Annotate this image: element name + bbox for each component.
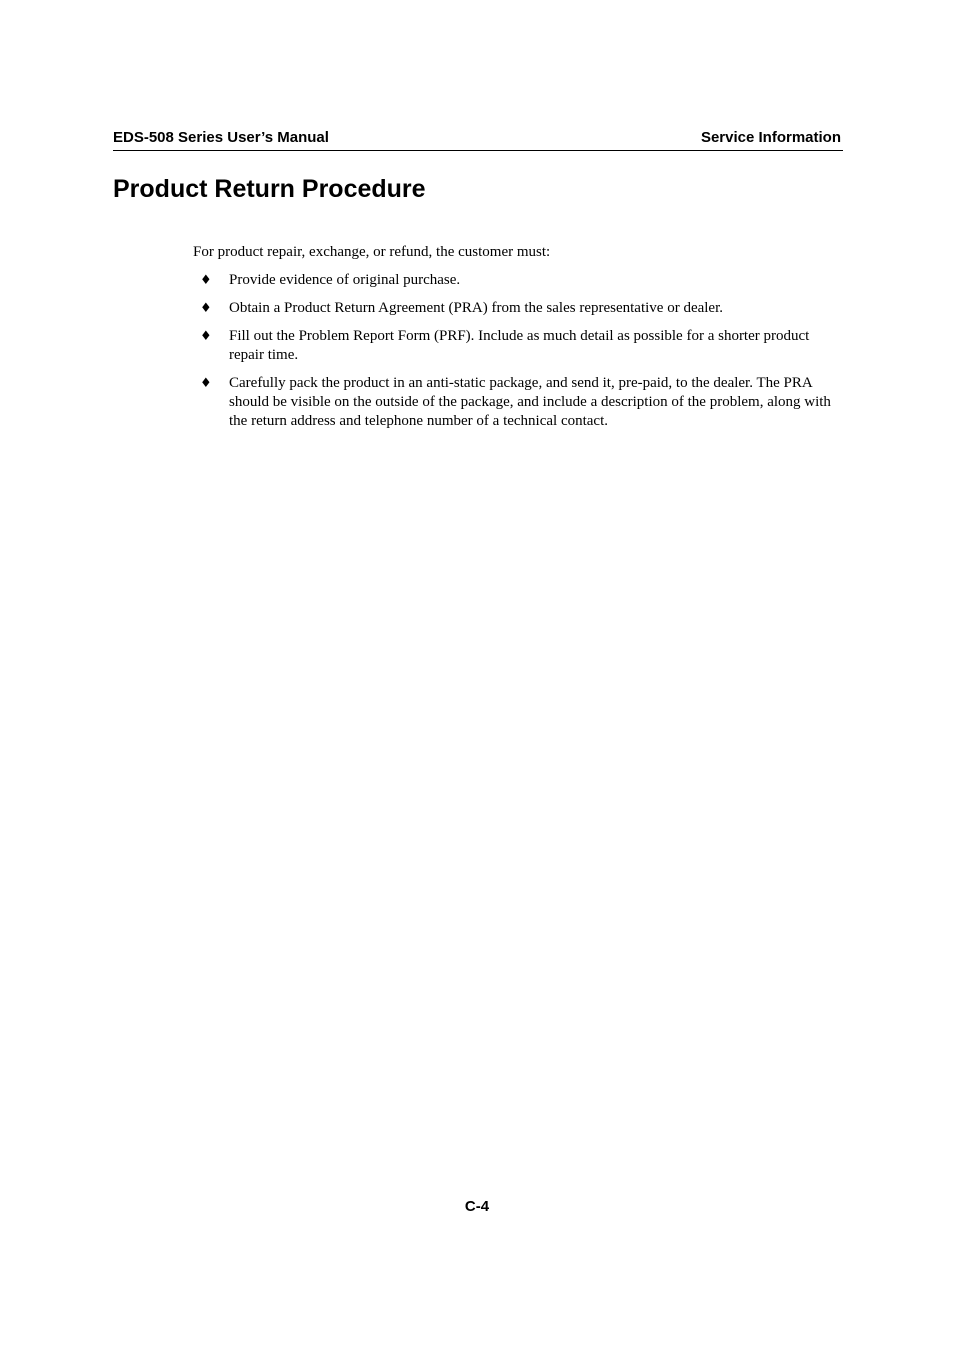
list-item [200,271,845,290]
diamond-bullet-icon: ♦ [200,376,212,391]
page-title: Product Return Procedure [113,175,426,203]
list-item [200,299,845,318]
list-item-text: Obtain a Product Return Agreement (PRA) from the sales representative or dealer. [229,300,724,316]
requirements-list [200,271,845,440]
diamond-bullet-icon: ♦ [200,329,212,344]
diamond-bullet-icon: ♦ [200,273,212,288]
list-item [200,327,845,365]
manual-title: EDS-508 Series User’s Manual [113,129,329,146]
diamond-bullet-icon: ♦ [200,301,212,316]
page-header [113,129,843,151]
section-title: Service Information [700,129,841,146]
list-item [200,374,845,431]
list-item-text: Carefully pack the product in an anti-static package, and send it, pre-paid, to the dealer. The PRA should be visible on the outside of the package, and include a description of the problem, along with the return address and telephone number of a technical contact. [229,375,831,429]
intro-paragraph: For product repair, exchange, or refund, the customer must: [193,244,551,260]
list-item-text: Provide evidence of original purchase. [229,272,461,288]
page-number: C-4 [464,1198,490,1215]
list-item-text: Fill out the Problem Report Form (PRF). Include as much detail as possible for a shorter product repair time. [229,328,810,363]
